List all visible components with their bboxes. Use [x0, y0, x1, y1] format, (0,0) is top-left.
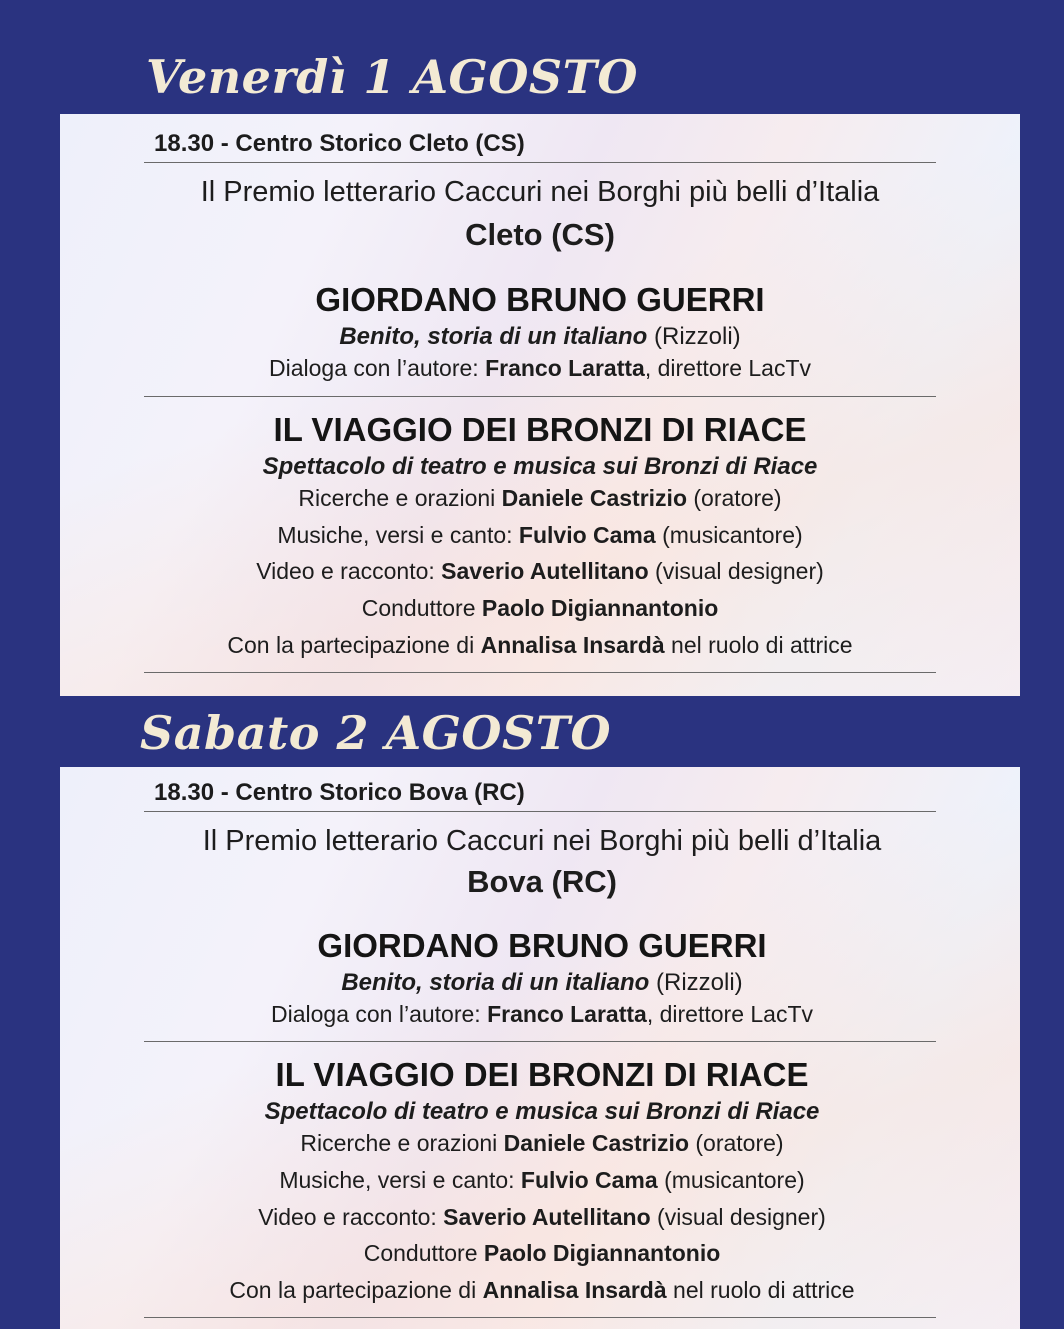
- credit-prefix: Conduttore: [361, 595, 482, 621]
- divider: [144, 162, 936, 163]
- day-title: Sabato 2 AGOSTO: [140, 706, 612, 760]
- credit-prefix: Con la partecipazione di: [227, 632, 481, 658]
- credit-guest: [146, 1277, 938, 1304]
- credit-suffix: nel ruolo di attrice: [666, 1277, 855, 1303]
- credit-name: Fulvio Cama: [518, 522, 656, 548]
- divider: [144, 396, 936, 397]
- credit-prefix: Video e racconto:: [256, 558, 442, 584]
- credit-host: [146, 1240, 938, 1267]
- credit-host: [144, 595, 936, 622]
- credit-research: [146, 1130, 938, 1157]
- credit-name: Saverio Autellitano: [443, 1204, 651, 1230]
- credit-prefix: Con la partecipazione di: [229, 1277, 483, 1303]
- show-subtitle: Spettacolo di teatro e musica sui Bronzi di Riace: [262, 453, 818, 480]
- book-line: [146, 969, 938, 997]
- author-name: GIORDANO BRUNO GUERRI: [315, 281, 765, 318]
- credit-music: [144, 522, 936, 549]
- author-name: GIORDANO BRUNO GUERRI: [317, 927, 767, 964]
- credit-music: [146, 1167, 938, 1194]
- prize-title: Il Premio letterario Caccuri nei Borghi più belli d’Italia: [202, 825, 882, 857]
- credit-prefix: Conduttore: [363, 1240, 484, 1266]
- credit-video: [146, 1204, 938, 1231]
- credit-prefix: Ricerche e orazioni: [300, 1130, 504, 1156]
- credit-suffix: (visual designer): [648, 558, 824, 584]
- credit-suffix: nel ruolo di attrice: [664, 632, 853, 658]
- dialog-suffix: , direttore LacTv: [644, 355, 812, 381]
- credit-prefix: Video e racconto:: [258, 1204, 444, 1230]
- event-panel: [60, 767, 1020, 1329]
- credit-name: Annalisa Insardà: [482, 1277, 667, 1303]
- event-panel: [60, 114, 1020, 696]
- credit-name: Annalisa Insardà: [480, 632, 665, 658]
- book-publisher: (Rizzoli): [647, 323, 741, 350]
- book-line: [144, 323, 936, 351]
- divider: [144, 1041, 936, 1042]
- day-title: Venerdì 1 AGOSTO: [146, 50, 638, 104]
- credit-suffix: (oratore): [687, 485, 782, 511]
- credit-prefix: Ricerche e orazioni: [298, 485, 502, 511]
- dialog-name: Franco Laratta: [487, 1001, 647, 1027]
- credit-suffix: (musicantore): [655, 522, 803, 548]
- book-title: Benito, storia di un italiano: [341, 969, 650, 996]
- time-place: 18.30 - Centro Storico Bova (RC): [154, 779, 525, 806]
- dialog-line: [146, 1001, 938, 1028]
- credit-prefix: Musiche, versi e canto:: [277, 522, 519, 548]
- credit-name: Fulvio Cama: [520, 1167, 658, 1193]
- show-title: IL VIAGGIO DEI BRONZI DI RIACE: [273, 411, 807, 448]
- credit-name: Paolo Digiannantonio: [483, 1240, 721, 1266]
- credit-video: [144, 558, 936, 585]
- dialog-line: [144, 355, 936, 382]
- book-publisher: (Rizzoli): [649, 969, 743, 996]
- prize-title: Il Premio letterario Caccuri nei Borghi più belli d’Italia: [200, 176, 880, 208]
- credit-suffix: (musicantore): [657, 1167, 805, 1193]
- time-place: 18.30 - Centro Storico Cleto (CS): [154, 130, 525, 157]
- credit-guest: [144, 632, 936, 659]
- credit-name: Daniele Castrizio: [501, 485, 687, 511]
- credit-research: [144, 485, 936, 512]
- credit-suffix: (oratore): [689, 1130, 784, 1156]
- credit-name: Daniele Castrizio: [503, 1130, 689, 1156]
- credit-name: Saverio Autellitano: [441, 558, 649, 584]
- divider: [144, 1317, 936, 1318]
- credit-suffix: (visual designer): [650, 1204, 826, 1230]
- dialog-suffix: , direttore LacTv: [646, 1001, 814, 1027]
- show-title: IL VIAGGIO DEI BRONZI DI RIACE: [275, 1056, 809, 1093]
- prize-place: Cleto (CS): [465, 217, 615, 252]
- prize-place: Bova (RC): [467, 864, 617, 899]
- show-subtitle: Spettacolo di teatro e musica sui Bronzi di Riace: [264, 1098, 820, 1125]
- dialog-name: Franco Laratta: [485, 355, 645, 381]
- book-title: Benito, storia di un italiano: [339, 323, 648, 350]
- dialog-prefix: Dialoga con l’autore:: [270, 1001, 488, 1027]
- dialog-prefix: Dialoga con l’autore:: [268, 355, 486, 381]
- divider: [144, 672, 936, 673]
- divider: [144, 811, 936, 812]
- credit-name: Paolo Digiannantonio: [481, 595, 719, 621]
- credit-prefix: Musiche, versi e canto:: [279, 1167, 521, 1193]
